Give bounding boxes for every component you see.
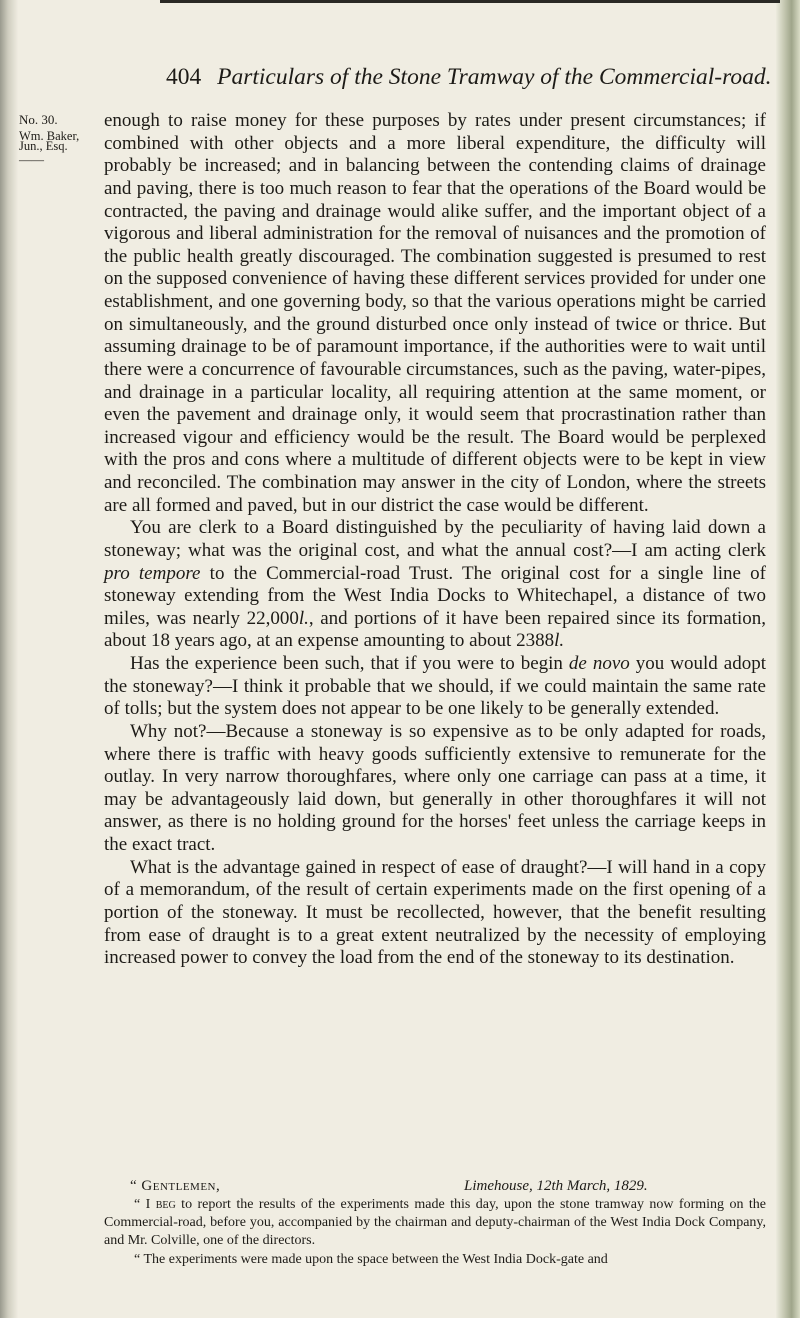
witness-number: No. 30.	[19, 112, 58, 127]
memo-text	[104, 1196, 766, 1269]
paragraph-3: Has the experience been such, that if you were to begin de novo you would adopt the stoneway?—I think it probable that we should, if we could maintain the same rate of tolls; but the system does not appear to be one likely to be generally extended.	[104, 653, 766, 720]
memo-place-date: Limehouse, 12th March, 1829.	[464, 1178, 648, 1194]
memo-paragraph-1: “ I beg to report the results of the experiments made this day, upon the stone tramway now forming on the Commercial-road, before you, accompanied by the chairman and deputy-chairman of the West India Dock Company, and Mr. Colville, one of the directors.	[104, 1197, 766, 1249]
page-number: 404	[166, 64, 202, 90]
running-head	[166, 64, 772, 91]
memo-greeting: “ Gentlemen,	[130, 1178, 221, 1194]
memo-heading	[130, 1177, 766, 1195]
witness-name-line-2: Jun., Esq.	[19, 139, 68, 153]
page-gutter-shadow	[0, 0, 18, 1318]
paragraph-1: enough to raise money for these purposes by rates under present circumstances; if combined with other objects and a more liberal expenditure, the difficulty will probably be increased; and in balancing between the contending claims of drainage and paving, there is too much reason to fear that the operations of the Board would be contracted, the paving and drainage would alike suffer, and the important object of a vigorous and liberal administration for the removal of nuisances and the promotion of the public health greatly discouraged. The combination suggested is presumed to rest on the supposed convenience of having these different services provided for under one establishment, and one governing body, so that the various operations might be carried on simultaneously, and the ground disturbed once only instead of twice or thrice. But assuming drainage to be of paramount importance, if the authorities were to wait until there were a concurrence of favourable circumstances, such as the paving, water-pipes, and drainage in a particular locality, all requiring attention at the same moment, or even the pavement and drainage only, it would seem that procrastination rather than increased vigour and efficiency would be the result. The Board would be perplexed with the pros and cons where a multitude of different objects were to be kept in view and reconciled. The combination may answer in the city of London, where the streets are all formed and paved, but in our district the case would be different.	[104, 110, 766, 516]
paragraph-2: You are clerk to a Board distinguished by the peculiarity of having laid down a stoneway; what was the original cost, and what the annual cost?—I am acting clerk pro tempore to the Commercial-road Trust. The original cost for a single line of stoneway extending from the West India Docks to Whitechapel, a distance of two miles, was nearly 22,000l., and portions of it have been repaired since its formation, about 18 years ago, at an expense amounting to about 2388l.	[104, 517, 767, 652]
margin-note	[19, 112, 80, 167]
paragraph-4: Why not?—Because a stoneway is so expensive as to be only adapted for roads, where there is traffic with heavy goods sufficiently extensive to remunerate for the outlay. In very narrow thoroughfares, where only one carriage can pass at a time, it may be advantageously laid down, but generally in other thoroughfares it will not answer, as there is no holding ground for the horses' feet unless the carriage keeps in the exact tract.	[104, 720, 766, 855]
witness-name-line-1: Wm. Baker,	[19, 129, 80, 143]
memo-paragraph-2: “ The experiments were made upon the space between the West India Dock-gate and	[134, 1251, 608, 1267]
top-rule	[160, 0, 780, 3]
body-text	[104, 110, 766, 970]
paragraph-5: What is the advantage gained in respect of ease of draught?—I will hand in a copy of a memorandum, of the result of certain experiments made on the first opening of a portion of the stoneway. It must be recollected, however, that the benefit resulting from ease of draught is to a great extent neutralized by the necessity of employing increased power to convey the load from the end of the stoneway to its destination.	[104, 856, 766, 969]
margin-dash: ——	[19, 153, 44, 167]
page-title: Particulars of the Stone Tramway of the Commercial-road.	[217, 64, 772, 90]
page-edge	[776, 0, 800, 1318]
